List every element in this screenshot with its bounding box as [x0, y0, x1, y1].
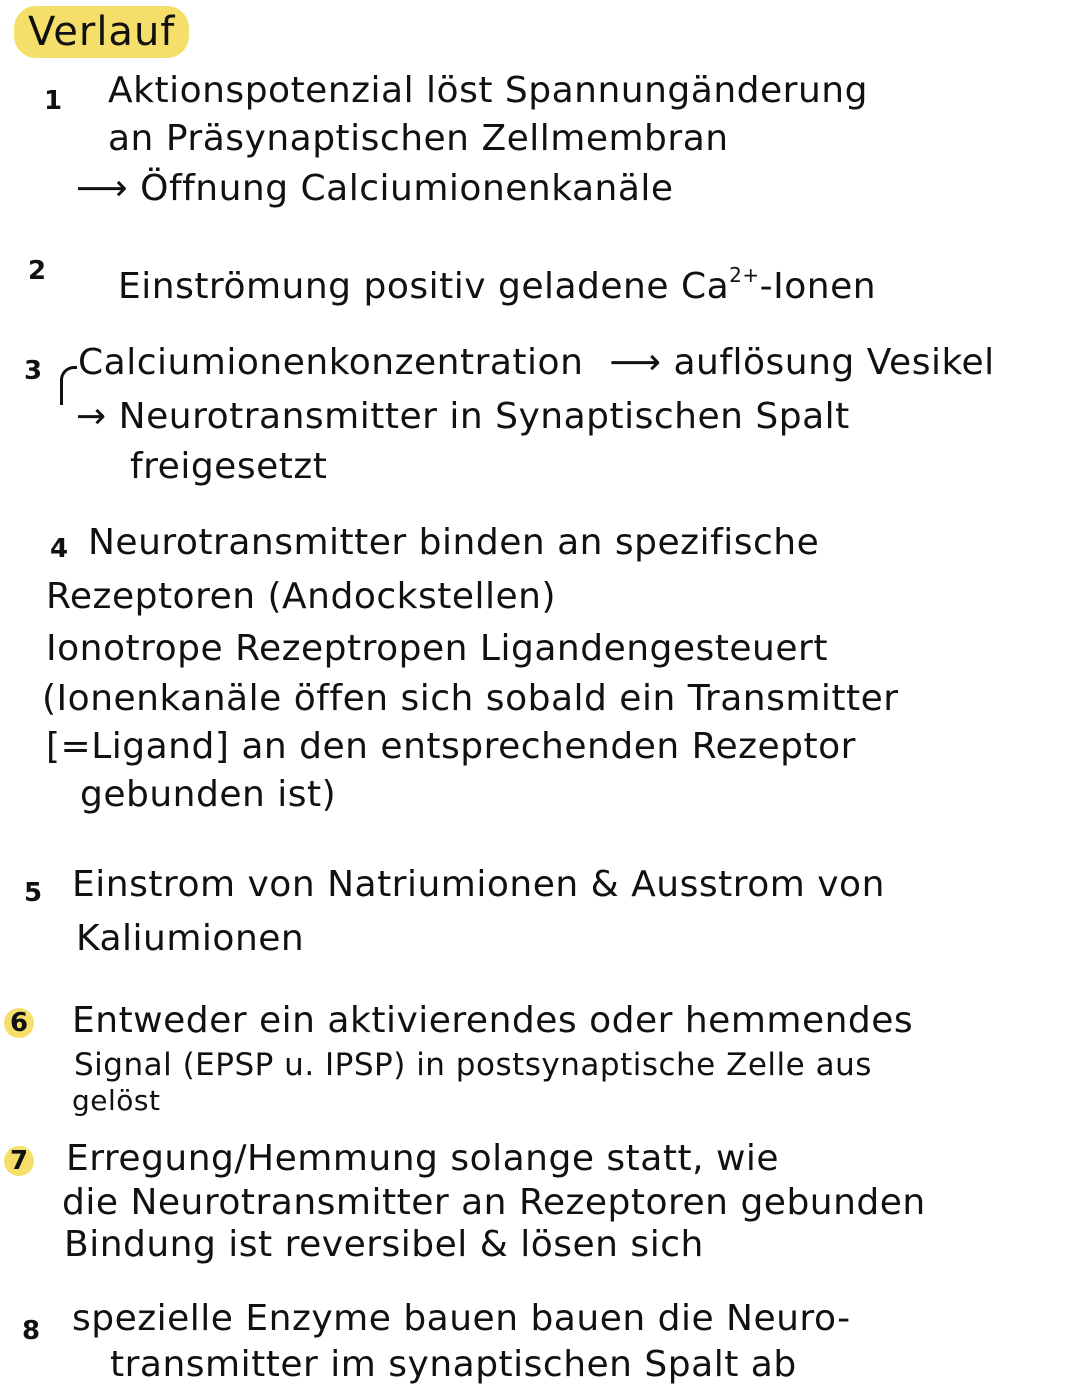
step-1-text: Öffnung Calciumionenkanäle: [140, 168, 674, 209]
step-6-line-3: gelöst: [72, 1084, 161, 1117]
step-number-7: [4, 1146, 34, 1176]
step-3-text: Calciumionenkonzentration: [78, 342, 584, 383]
step-number-1: 1: [44, 86, 63, 116]
step-number-6: [4, 1008, 34, 1038]
step-5-line-2: Kaliumionen: [76, 918, 305, 959]
step-4-line-4: (Ionenkanäle öffen sich sobald ein Transmitter: [42, 678, 899, 719]
sub-arrow-icon: →: [76, 396, 107, 437]
step-8-line-1: spezielle Enzyme bauen bauen die Neuro-: [72, 1298, 851, 1339]
step-number-3: 3: [24, 356, 43, 386]
step-6-marker: 6: [4, 1008, 34, 1038]
step-3-text-2: Neurotransmitter in Synaptischen Spalt: [118, 396, 850, 437]
step-8-line-2: transmitter im synaptischen Spalt ab: [110, 1344, 797, 1385]
step-4-line-2: Rezeptoren (Andockstellen): [46, 576, 557, 617]
page-title: Verlauf: [14, 6, 189, 58]
step-7-line-3: Bindung ist reversibel & lösen sich: [64, 1224, 704, 1265]
step-5-line-1: Einstrom von Natriumionen & Ausstrom von: [72, 864, 885, 905]
charge-superscript: 2+: [729, 263, 760, 287]
step-6-line-1: Entweder ein aktivierendes oder hemmendes: [72, 1000, 914, 1041]
step-1-line-2: an Präsynaptischen Zellmembran: [108, 118, 729, 159]
step-number-5: 5: [24, 878, 43, 908]
step-4-line-1: Neurotransmitter binden an spezifische: [88, 522, 820, 563]
step-number-8: 8: [22, 1316, 41, 1346]
step-2-line-1: [118, 254, 876, 308]
step-6-line-2: Signal (EPSP u. IPSP) in postsynaptische Zelle aus: [74, 1047, 872, 1083]
step-7-line-2: die Neurotransmitter an Rezeptoren gebunden: [62, 1182, 926, 1223]
step-1-line-3: [76, 168, 674, 210]
step-4-line-3: Ionotrope Rezeptropen Ligandengesteuert: [46, 628, 828, 669]
step-2-suffix: -Ionen: [759, 266, 877, 307]
bracket-icon: [60, 366, 77, 405]
step-number-4: 4: [50, 534, 69, 564]
step-3-result: auflösung Vesikel: [673, 342, 995, 383]
arrow-icon: ⟶: [76, 168, 129, 209]
step-2-text: Einströmung positiv geladene Ca: [118, 266, 730, 307]
step-7-marker: 7: [4, 1146, 34, 1176]
step-3-line-2: [76, 396, 850, 438]
step-number-2: 2: [28, 256, 47, 286]
step-3-line-3: freigesetzt: [130, 446, 328, 487]
step-7-line-1: Erregung/Hemmung solange statt, wie: [66, 1138, 780, 1179]
step-4-line-6: gebunden ist): [80, 774, 337, 815]
step-4-line-5: [=Ligand] an den entsprechenden Rezeptor: [46, 726, 856, 767]
step-1-line-1: Aktionspotenzial löst Spannungänderung: [108, 70, 868, 111]
step-3-line-1: [78, 342, 995, 384]
arrow-icon: ⟶: [609, 342, 662, 383]
